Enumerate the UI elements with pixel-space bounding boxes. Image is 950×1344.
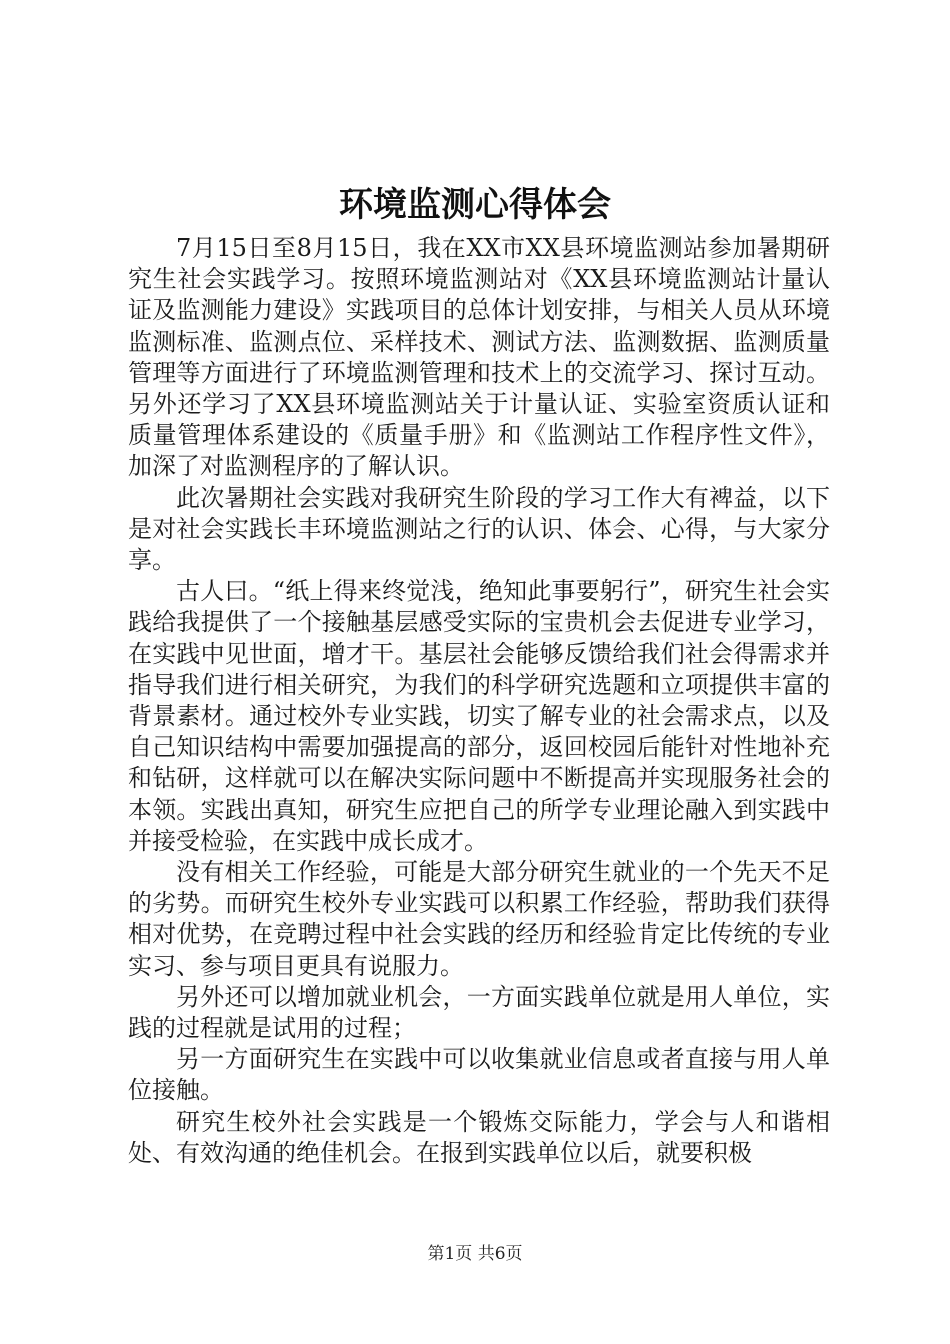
page-number-footer: 第1页 共6页 [427,1244,523,1264]
paragraph: 另外还可以增加就业机会，一方面实践单位就是用人单位，实践的过程就是试用的过程； [128,982,830,1043]
paragraph: 7月15日至8月15日，我在XX市XX县环境监测站参加暑期研究生社会实践学习。按照环境监测站对《XX县环境监测站计量认证及监测能力建设》实践项目的总体计划安排，与相关人员从环境监测标准、监测点位、采样技术、测试方法、监测数据、监测质量管理等方面进行了环境监测管理和技术上的交流学习、探讨互动。另外还学习了XX县环境监测站关于计量认证、实验室资质认证和质量管理体系建设的《质量手册》和《监测站工作程序性文件》，加深了对监测程序的了解认识。 [128,234,830,481]
paragraph: 此次暑期社会实践对我研究生阶段的学习工作大有裨益，以下是对社会实践长丰环境监测站之行的认识、体会、心得，与大家分享。 [128,483,830,575]
paragraph: 另一方面研究生在实践中可以收集就业信息或者直接与用人单位接触。 [128,1045,830,1105]
document-title: 环境监测心得体会 [339,185,611,225]
paragraph: 古人曰。“纸上得来终觉浅，绝知此事要躬行”，研究生社会实践给我提供了一个接触基层感受实际的宝贵机会去促进专业学习，在实践中见世面，增才干。基层社会能够反馈给我们社会得需求并指导我们进行相关研究，为我们的科学研究选题和立项提供丰富的背景素材。通过校外专业实践，切实了解专业的社会需求点，以及自己知识结构中需要加强提高的部分，返回校园后能针对性地补充和钻研，这样就可以在解决实际问题中不断提高并实现服务社会的本领。实践出真知，研究生应把自己的所学专业理论融入到实践中并接受检验，在实践中成长成才。 [128,577,830,855]
paragraph: 没有相关工作经验，可能是大部分研究生就业的一个先天不足的劣势。而研究生校外专业实践可以积累工作经验，帮助我们获得相对优势，在竞聘过程中社会实践的经历和经验肯定比传统的专业实习、参与项目更具有说服力。 [128,858,830,980]
document-body [128,233,830,1169]
paragraph: 研究生校外社会实践是一个锻炼交际能力，学会与人和谐相处、有效沟通的绝佳机会。在报到实践单位以后，就要积极 [128,1107,830,1167]
